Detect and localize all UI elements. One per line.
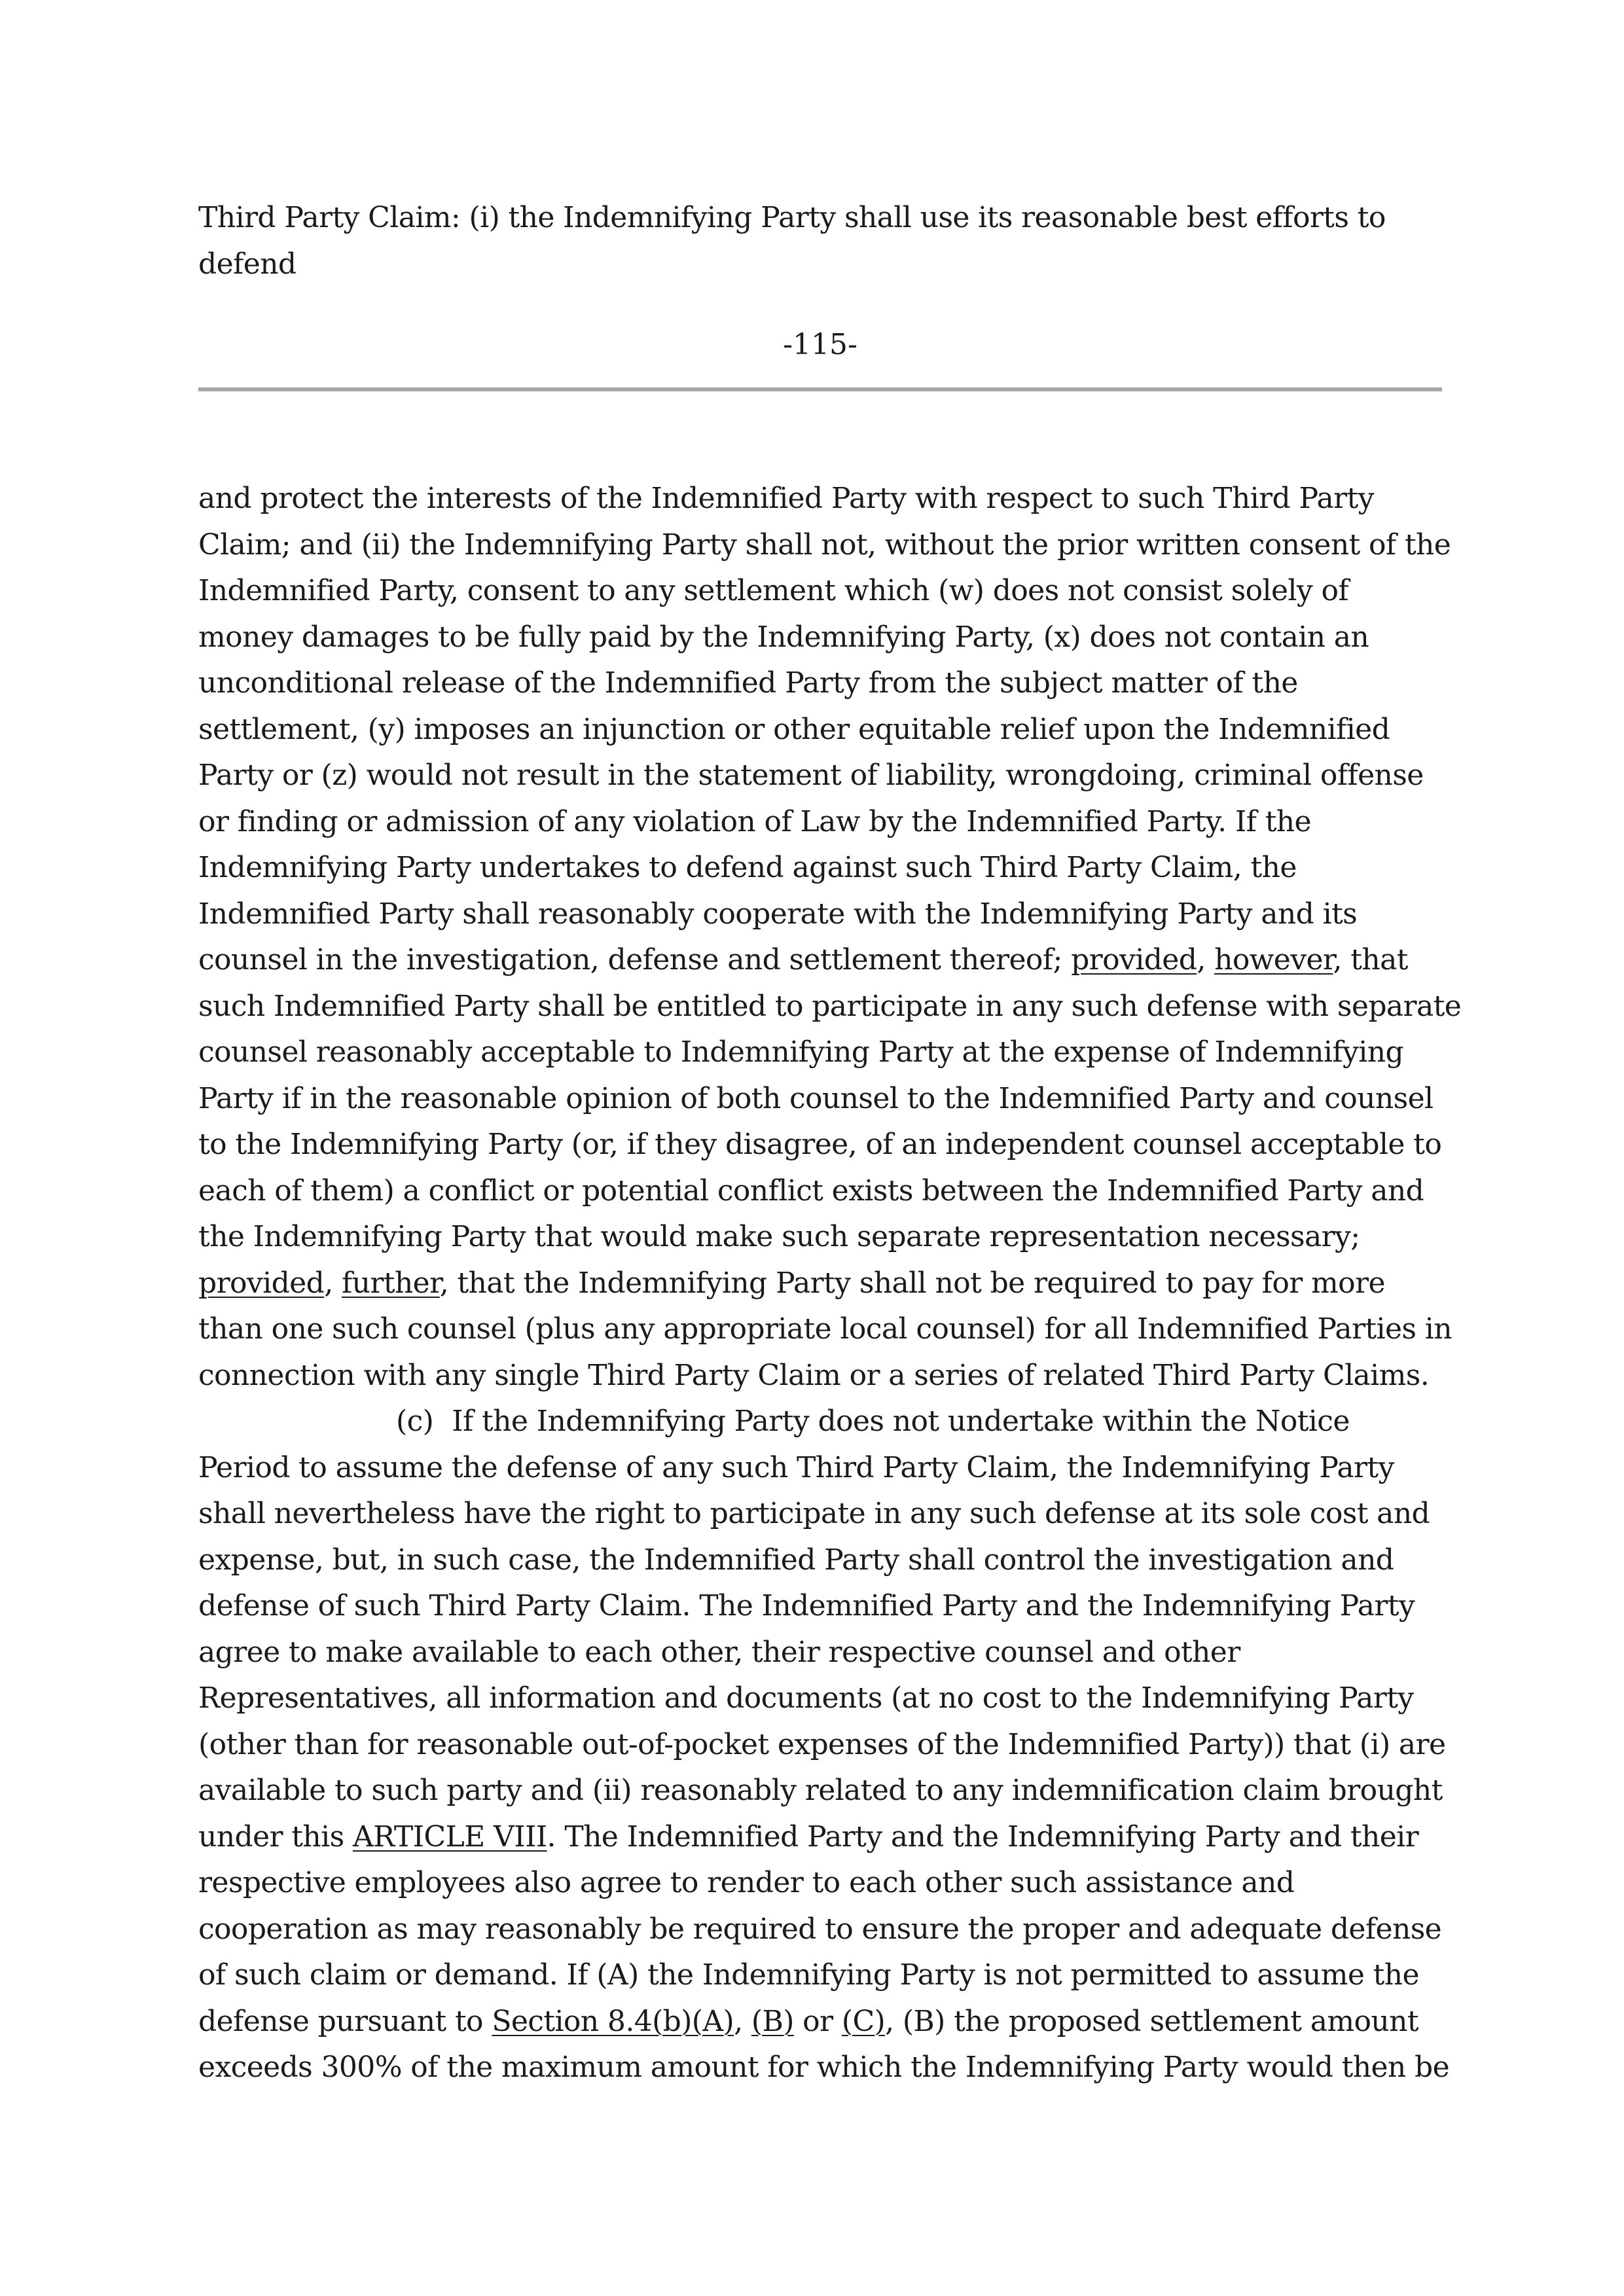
text-line: Indemnifying Party undertakes to defend against such Third Party Claim, the [198, 851, 1297, 884]
text-run: under this [198, 1820, 353, 1854]
underlined-term-provided: provided [198, 1266, 325, 1300]
text-line: money damages to be fully paid by the Indemnifying Party, (x) does not contain an [198, 620, 1369, 654]
text-line: and protect the interests of the Indemnified Party with respect to such Third Party [198, 482, 1374, 515]
text-run: , that the Indemnifying Party shall not be required to pay for more [439, 1266, 1385, 1300]
text-run: , [1197, 943, 1215, 977]
text-line: unconditional release of the Indemnified Party from the subject matter of the [198, 666, 1298, 700]
text-line: expense, but, in such case, the Indemnified Party shall control the investigation and [198, 1543, 1394, 1577]
text-line: exceeds 300% of the maximum amount for which the Indemnifying Party would then be [198, 2051, 1450, 2084]
text-line: Claim; and (ii) the Indemnifying Party shall not, without the prior written consent of the [198, 528, 1451, 562]
text-run: , (B) the proposed settlement amount [885, 2004, 1418, 2038]
body-text [198, 476, 1462, 2091]
text-line [198, 937, 1442, 984]
text-line: Party if in the reasonable opinion of both counsel to the Indemnified Party and counsel [198, 1081, 1434, 1115]
text-run: , [734, 2004, 751, 2038]
text-line: Representatives, all information and documents (at no cost to the Indemnifying Party [198, 1681, 1414, 1715]
underlined-term-further: further [341, 1266, 440, 1300]
text-run: or [793, 2004, 842, 2038]
text-line: settlement, (y) imposes an injunction or other equitable relief upon the Indemnified [198, 712, 1390, 746]
text-line: available to such party and (ii) reasonably related to any indemnification claim brought [198, 1774, 1443, 1807]
text-run: counsel in the investigation, defense and settlement thereof; [198, 943, 1072, 977]
text-line: Indemnified Party shall reasonably cooperate with the Indemnifying Party and its [198, 897, 1358, 931]
text-line [198, 1814, 1442, 1861]
text-line: such Indemnified Party shall be entitled to participate in any such defense with separate [198, 989, 1462, 1023]
section-8-4-b-a-reference: Section 8.4(b)(A) [492, 2004, 734, 2038]
page-divider [198, 387, 1442, 391]
text-line: the Indemnifying Party that would make such separate representation necessary; [198, 1220, 1360, 1253]
underlined-term-provided: provided [1071, 943, 1197, 977]
text-line: Third Party Claim: (i) the Indemnifying Party shall use its reasonable best efforts to [198, 201, 1386, 234]
underlined-term-however: however [1214, 943, 1333, 977]
text-line: connection with any single Third Party Claim or a series of related Third Party Claims. [198, 1358, 1430, 1392]
text-line: cooperation as may reasonably be required to ensure the proper and adequate defense [198, 1912, 1442, 1946]
text-run: . The Indemnified Party and the Indemnifying Party and their [547, 1820, 1419, 1854]
clause-c-reference: (C) [841, 2004, 886, 2038]
text-line: of such claim or demand. If (A) the Indemnifying Party is not permitted to assume the [198, 1958, 1419, 1992]
text-line: each of them) a conflict or potential conflict exists between the Indemnified Party and [198, 1174, 1424, 1208]
text-line [198, 1261, 1442, 1307]
text-line: defend [198, 247, 297, 281]
article-viii-reference: ARTICLE VIII [352, 1820, 547, 1854]
text-run: , that [1333, 943, 1408, 977]
text-line: than one such counsel (plus any appropriate local counsel) for all Indemnified Parties in [198, 1312, 1452, 1346]
text-line [198, 1999, 1442, 2045]
text-line: agree to make available to each other, their respective counsel and other [198, 1635, 1240, 1669]
text-run: defense pursuant to [198, 2004, 492, 2038]
text-line: counsel reasonably acceptable to Indemnifying Party at the expense of Indemnifying [198, 1035, 1404, 1069]
text-line: Period to assume the defense of any such Third Party Claim, the Indemnifying Party [198, 1450, 1394, 1484]
text-run: , [324, 1266, 342, 1300]
text-line: to the Indemnifying Party (or, if they disagree, of an independent counsel acceptable to [198, 1128, 1442, 1161]
text-line: defense of such Third Party Claim. The Indemnified Party and the Indemnifying Party [198, 1589, 1415, 1623]
page-number: -115- [783, 328, 857, 361]
carryover-paragraph [198, 195, 1442, 287]
text-line: shall nevertheless have the right to participate in any such defense at its sole cost and [198, 1497, 1430, 1530]
subsection-label: (c) [396, 1405, 434, 1438]
clause-b-reference: (B) [751, 2004, 794, 2038]
text-line: Party or (z) would not result in the statement of liability, wrongdoing, criminal offense [198, 759, 1424, 792]
text-line: (other than for reasonable out-of-pocket expenses of the Indemnified Party)) that (i) are [198, 1727, 1446, 1761]
text-line: Indemnified Party, consent to any settlement which (w) does not consist solely of [198, 574, 1349, 607]
subsection-c-first-line [198, 1399, 1442, 1445]
text-line: respective employees also agree to render to each other such assistance and [198, 1866, 1295, 1899]
text-line: or finding or admission of any violation of Law by the Indemnified Party. If the [198, 804, 1311, 838]
text-run: If the Indemnifying Party does not undertake within the Notice [452, 1405, 1350, 1438]
